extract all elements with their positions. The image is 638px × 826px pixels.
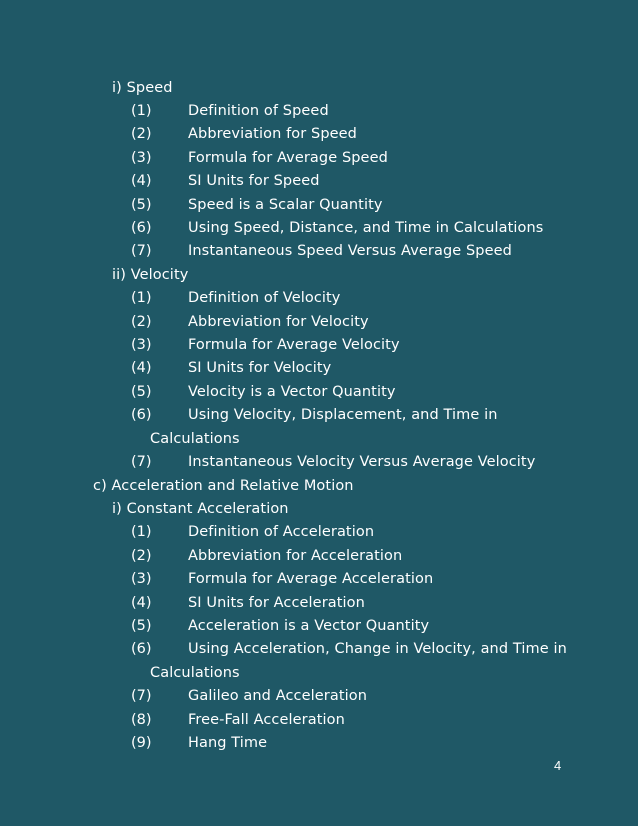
item-text: Using Speed, Distance, and Time in Calculations <box>188 220 544 236</box>
item-number: (1) <box>131 290 152 306</box>
page-number: 4 <box>554 758 562 773</box>
item-text: Speed is a Scalar Quantity <box>188 197 383 213</box>
item-number: (1) <box>131 524 152 540</box>
item-number: (7) <box>131 454 152 470</box>
item-text: Definition of Acceleration <box>188 524 375 540</box>
item-number: (6) <box>131 641 152 657</box>
item-text-continuation: Calculations <box>150 665 240 681</box>
item-number: (3) <box>131 571 152 587</box>
item-number: (1) <box>131 103 152 119</box>
item-text: Using Velocity, Displacement, and Time in <box>188 407 498 423</box>
heading-section-c: c) Acceleration and Relative Motion <box>93 478 354 494</box>
item-text: Abbreviation for Acceleration <box>188 548 403 564</box>
item-text: Abbreviation for Speed <box>188 126 357 142</box>
item-number: (9) <box>131 735 152 751</box>
item-text: Abbreviation for Velocity <box>188 314 369 330</box>
item-number: (6) <box>131 220 152 236</box>
item-text: Velocity is a Vector Quantity <box>188 384 396 400</box>
item-text: SI Units for Speed <box>188 173 320 189</box>
item-text: Galileo and Acceleration <box>188 688 367 704</box>
item-number: (2) <box>131 314 152 330</box>
item-text: Formula for Average Acceleration <box>188 571 434 587</box>
item-number: (2) <box>131 126 152 142</box>
item-text: Instantaneous Speed Versus Average Speed <box>188 243 512 259</box>
item-number: (5) <box>131 197 152 213</box>
item-text: Hang Time <box>188 735 268 751</box>
item-number: (4) <box>131 173 152 189</box>
item-number: (2) <box>131 548 152 564</box>
item-number: (8) <box>131 712 152 728</box>
item-text-continuation: Calculations <box>150 431 240 447</box>
item-number: (4) <box>131 360 152 376</box>
item-number: (5) <box>131 618 152 634</box>
heading-speed: i) Speed <box>112 80 173 96</box>
item-text: Formula for Average Speed <box>188 150 388 166</box>
heading-velocity: ii) Velocity <box>112 267 189 283</box>
item-text: Using Acceleration, Change in Velocity, and Time in <box>188 641 567 657</box>
item-text: Formula for Average Velocity <box>188 337 400 353</box>
item-text: SI Units for Acceleration <box>188 595 365 611</box>
item-text: Instantaneous Velocity Versus Average Velocity <box>188 454 536 470</box>
item-number: (7) <box>131 688 152 704</box>
item-number: (3) <box>131 150 152 166</box>
item-text: Definition of Velocity <box>188 290 341 306</box>
item-text: Acceleration is a Vector Quantity <box>188 618 430 634</box>
item-text: SI Units for Velocity <box>188 360 332 376</box>
item-number: (3) <box>131 337 152 353</box>
item-number: (6) <box>131 407 152 423</box>
item-text: Definition of Speed <box>188 103 329 119</box>
item-number: (4) <box>131 595 152 611</box>
heading-constant-acceleration: i) Constant Acceleration <box>112 501 289 517</box>
item-text: Free-Fall Acceleration <box>188 712 345 728</box>
item-number: (5) <box>131 384 152 400</box>
item-number: (7) <box>131 243 152 259</box>
